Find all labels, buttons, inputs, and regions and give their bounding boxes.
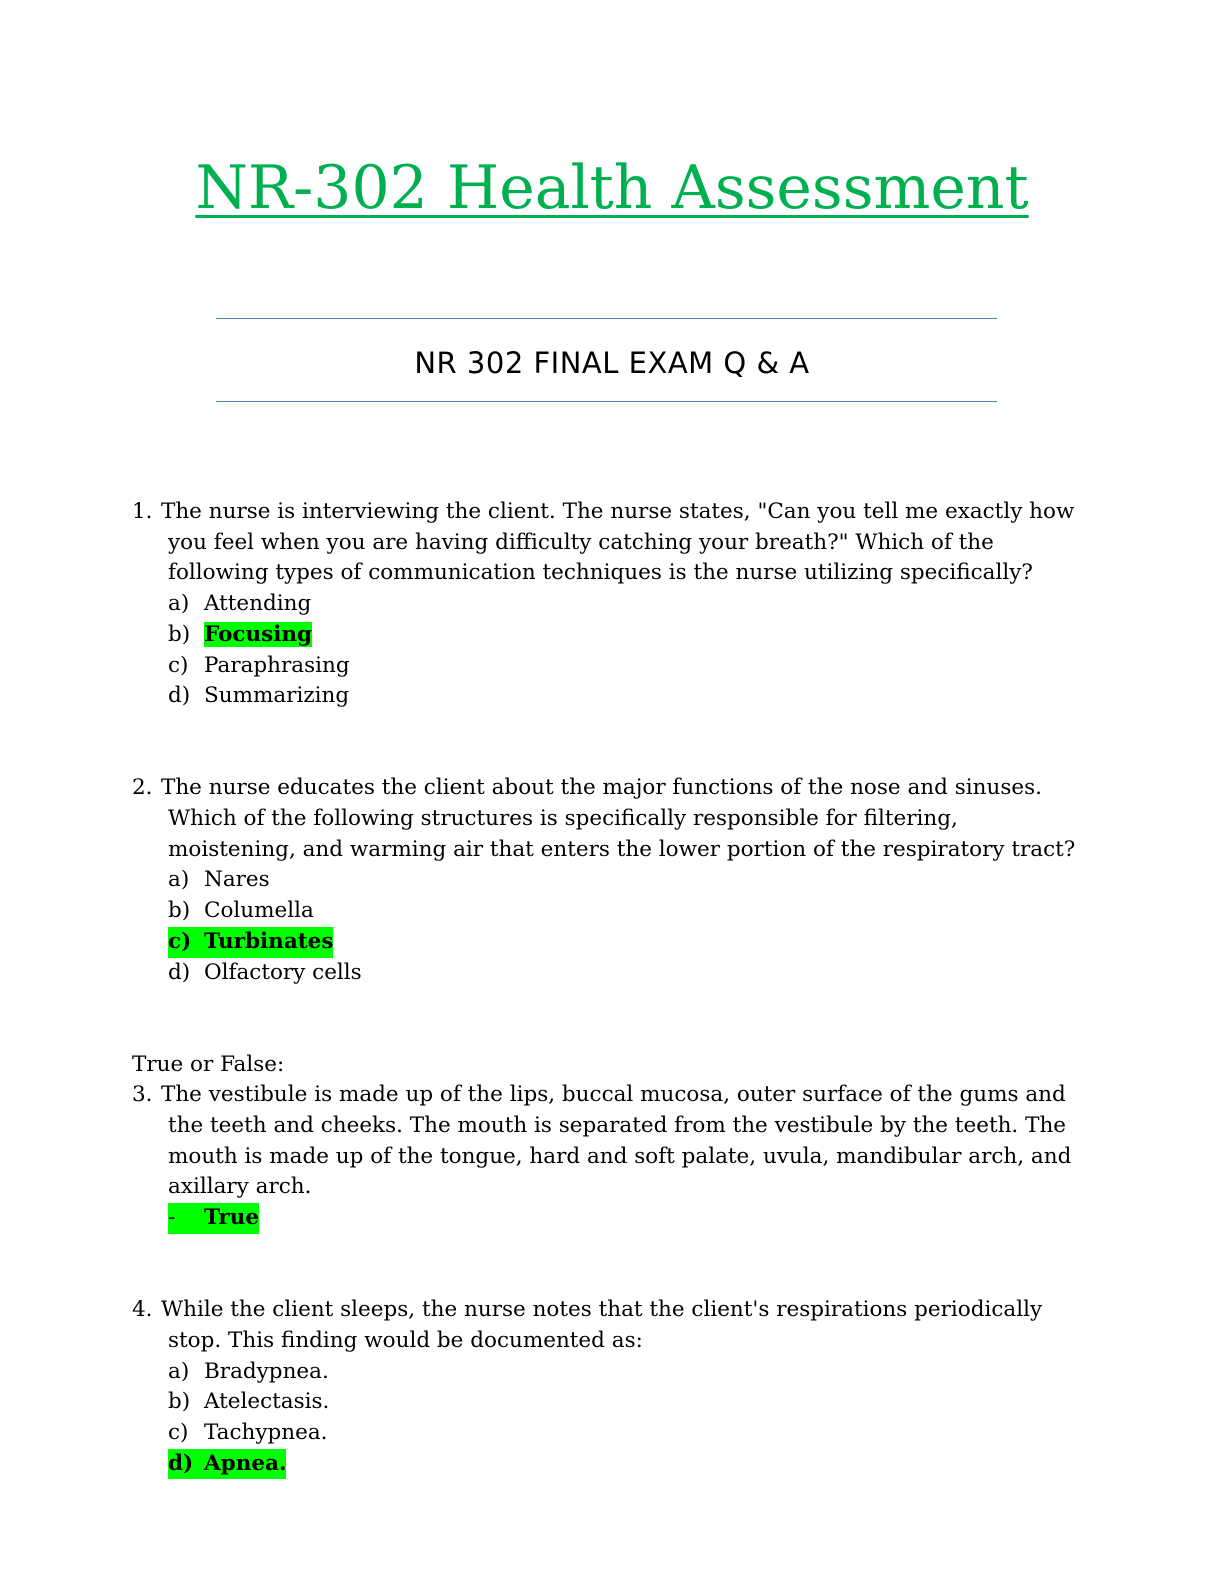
document-title: NR-302 Health Assessment	[195, 153, 1029, 223]
option-text: Olfactory cells	[204, 959, 362, 985]
question-1-option-b	[168, 620, 1092, 651]
question-1-options	[132, 589, 1092, 712]
question-4-number: 4.	[132, 1297, 153, 1323]
question-2-option-c	[168, 927, 1092, 958]
option-text: Summarizing	[204, 683, 350, 709]
question-2-option-b	[168, 896, 1092, 927]
question-4	[132, 1295, 1092, 1479]
question-4-stem	[132, 1295, 1092, 1356]
option-letter: a)	[168, 1358, 190, 1384]
option-letter: d)	[168, 1450, 194, 1476]
option-letter: b)	[168, 898, 191, 924]
question-2-stem	[132, 773, 1092, 865]
question-2-options	[132, 865, 1092, 988]
question-1	[132, 497, 1092, 712]
question-4-option-b	[168, 1387, 1092, 1418]
correct-answer-highlight	[168, 1203, 259, 1234]
option-text: Tachypnea.	[204, 1420, 328, 1446]
document-subtitle: NR 302 FINAL EXAM Q & A	[414, 346, 810, 380]
option-letter: c)	[168, 928, 192, 954]
question-1-option-a	[168, 589, 1092, 620]
option-text: Attending	[204, 591, 312, 617]
question-1-number: 1.	[132, 499, 153, 524]
question-1-text: The nurse is interviewing the client. The nurse states, "Can you tell me exactly how you feel when you are having difficulty catching your breath?" Which of the following types of communication techniques is the nurse utilizing specifically?	[161, 499, 1075, 586]
correct-answer-highlight	[168, 1449, 286, 1480]
question-4-text: While the client sleeps, the nurse notes that the client's respirations periodically stop. This finding would be documented as:	[161, 1297, 1043, 1353]
option-letter: a)	[168, 591, 190, 617]
option-letter: d)	[168, 683, 191, 709]
option-text: Atelectasis.	[204, 1389, 330, 1415]
question-3-number: 3.	[132, 1082, 153, 1108]
question-2-text: The nurse educates the client about the major functions of the nose and sinuses. Which of the following structures is specifically responsible for filtering, moistening, and warming air that enters the lower portion of the respiratory tract?	[161, 775, 1076, 862]
question-4-option-a	[168, 1357, 1092, 1388]
option-letter: b)	[168, 621, 191, 647]
question-2	[132, 773, 1092, 988]
subtitle-top-rule	[216, 318, 997, 319]
question-2-number: 2.	[132, 775, 153, 801]
question-3-stem	[132, 1080, 1092, 1203]
answer-dash: -	[168, 1205, 176, 1231]
answer-text: True	[204, 1205, 260, 1231]
option-text: Turbinates	[204, 928, 334, 954]
question-4-options	[132, 1357, 1092, 1480]
option-letter: c)	[168, 1420, 189, 1446]
option-text: Apnea.	[204, 1450, 287, 1476]
question-4-option-c	[168, 1418, 1092, 1449]
correct-answer-highlight: Focusing	[204, 621, 313, 647]
true-false-label: True or False:	[132, 1051, 285, 1077]
correct-answer-highlight	[168, 927, 333, 958]
question-3-answer	[132, 1203, 1092, 1234]
option-letter: b)	[168, 1389, 191, 1415]
option-text: Nares	[204, 867, 270, 893]
subtitle-bottom-rule	[216, 401, 997, 402]
question-1-stem	[132, 497, 1092, 589]
question-3-text: The vestibule is made up of the lips, buccal mucosa, outer surface of the gums and the teeth and cheeks. The mouth is separated from the vestibule by the teeth. The mouth is made up of the tongue, hard and soft palate, uvula, mandibular arch, and axillary arch.	[161, 1082, 1072, 1200]
question-1-option-c	[168, 651, 1092, 682]
option-text: Columella	[204, 898, 314, 924]
option-letter: d)	[168, 959, 191, 985]
question-list	[132, 497, 1092, 1479]
option-letter: c)	[168, 652, 189, 678]
option-text: Paraphrasing	[204, 652, 350, 678]
question-1-option-d	[168, 681, 1092, 712]
question-4-option-d	[168, 1449, 1092, 1480]
option-text: Bradypnea.	[204, 1358, 329, 1384]
option-letter: a)	[168, 867, 190, 893]
question-2-option-a	[168, 865, 1092, 896]
question-2-option-d	[168, 958, 1092, 989]
question-3	[132, 1050, 1092, 1234]
